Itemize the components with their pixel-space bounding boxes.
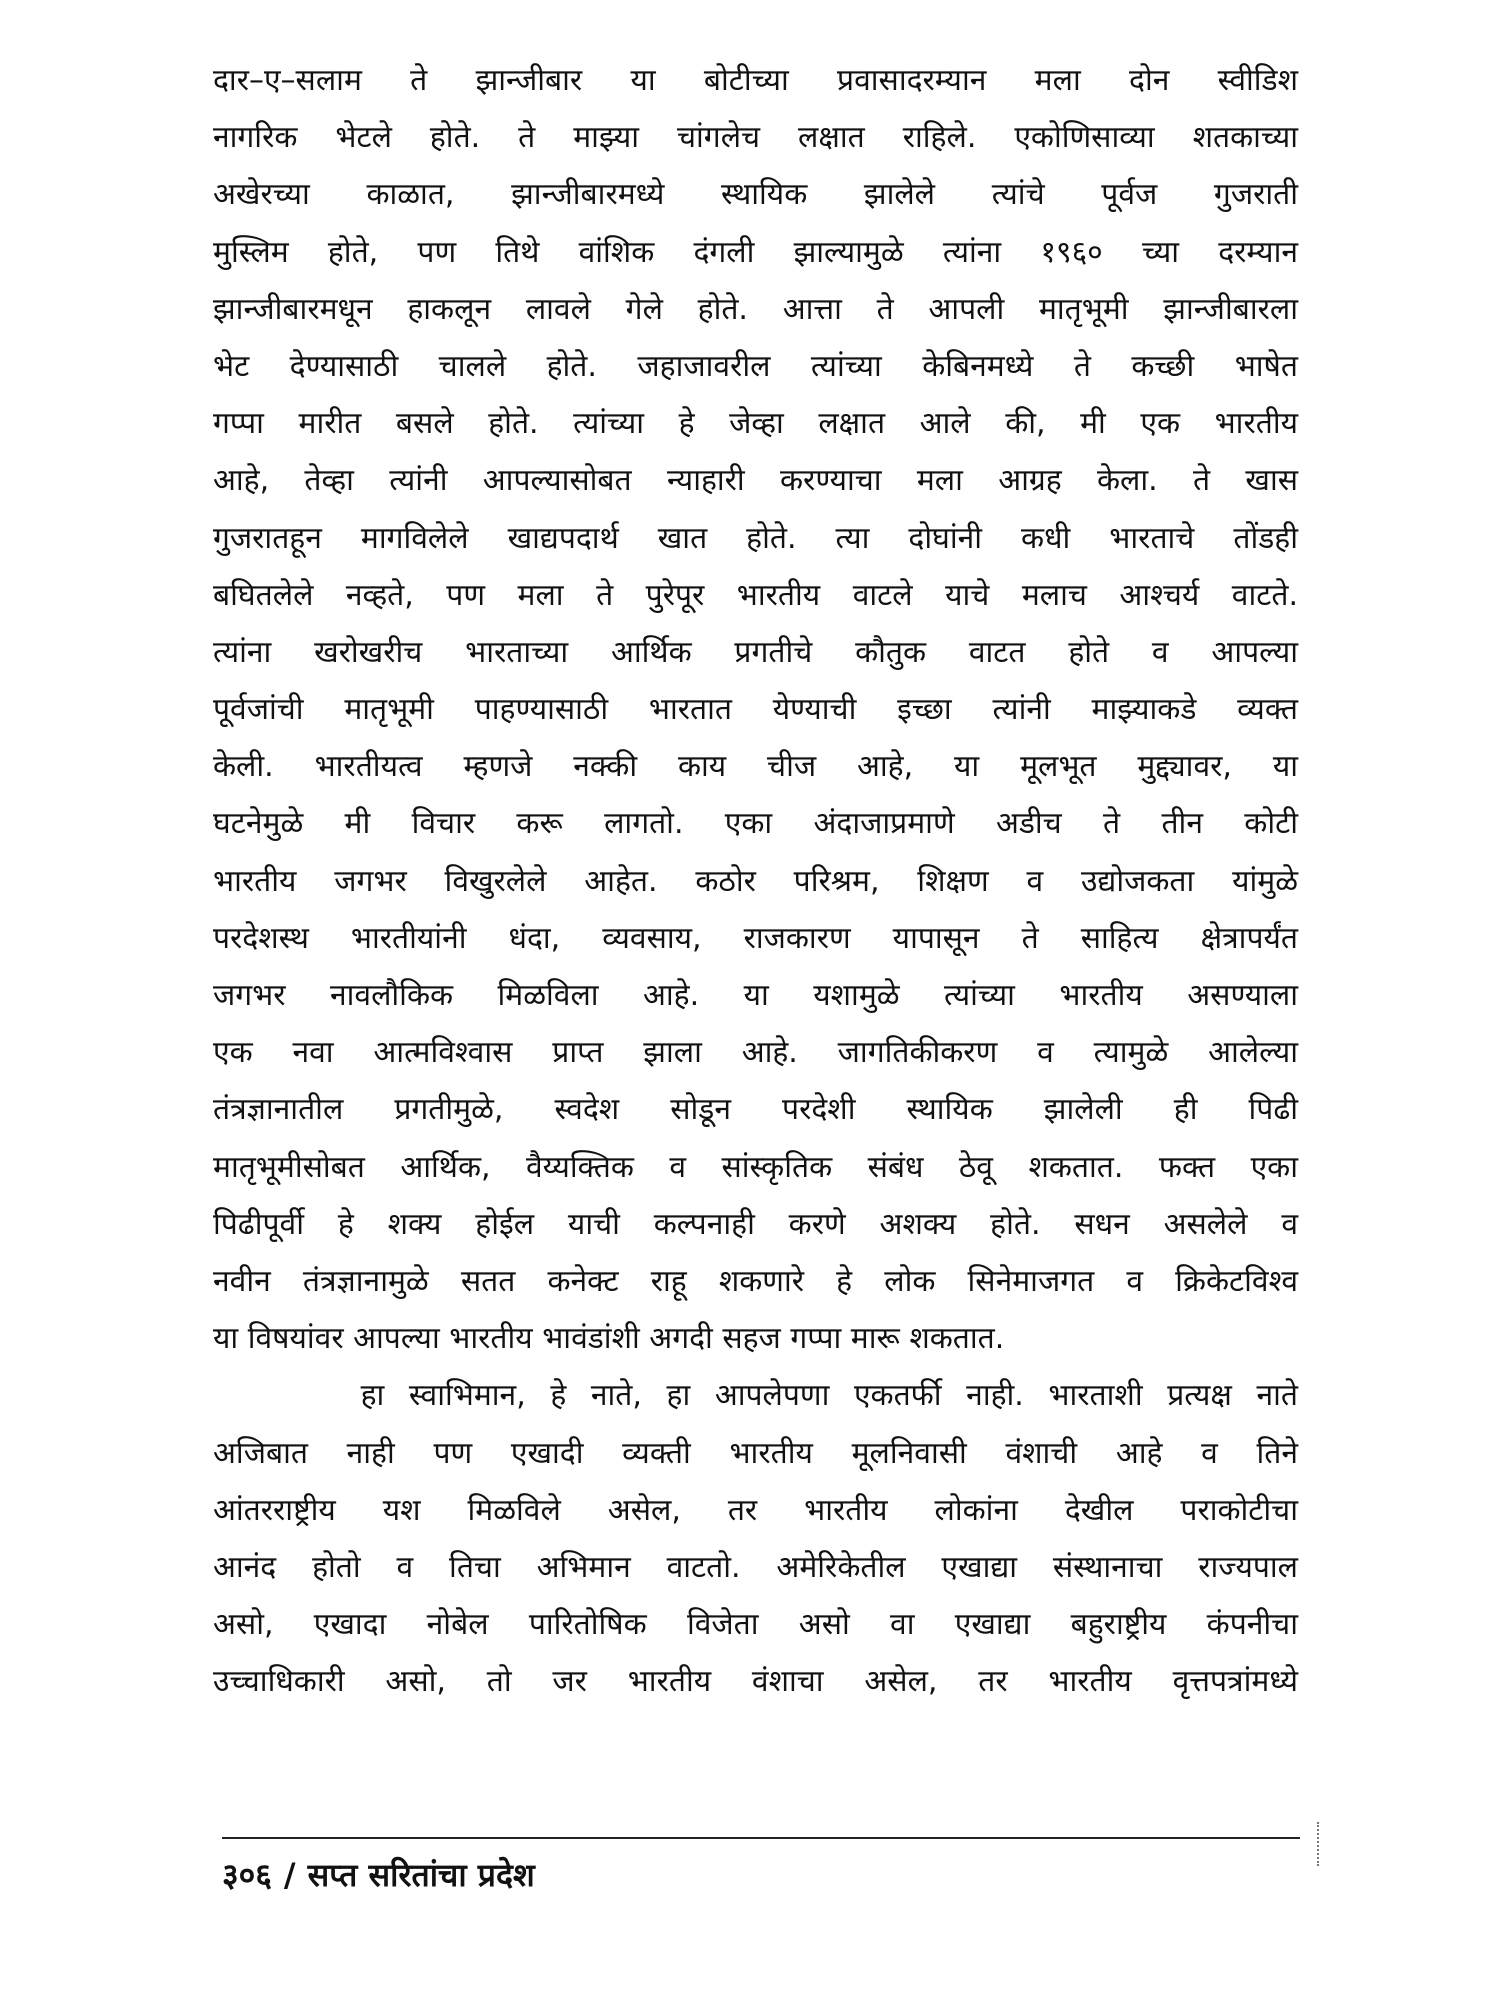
text-line: भेट देण्यासाठी चालले होते. जहाजावरील त्यांच्या केबिनमध्ये ते कच्छी भाषेत bbox=[213, 348, 1298, 384]
text-line: परदेशस्थ भारतीयांनी धंदा, व्यवसाय, राजकारण यापासून ते साहित्य क्षेत्रापर्यंत bbox=[213, 920, 1298, 956]
text-line: उच्चाधिकारी असो, तो जर भारतीय वंशाचा असेल, तर भारतीय वृत्तपत्रांमध्ये bbox=[213, 1664, 1298, 1700]
text-line: नागरिक भेटले होते. ते माझ्या चांगलेच लक्षात राहिले. एकोणिसाव्या शतकाच्या bbox=[213, 120, 1298, 156]
text-line: पिढीपूर्वी हे शक्य होईल याची कल्पनाही करणे अशक्य होते. सधन असलेले व bbox=[213, 1206, 1298, 1242]
text-line: मुस्लिम होते, पण तिथे वांशिक दंगली झाल्यामुळे त्यांना १९६० च्या दरम्यान bbox=[213, 234, 1298, 270]
text-line: एक नवा आत्मविश्वास प्राप्त झाला आहे. जागतिकीकरण व त्यामुळे आलेल्या bbox=[213, 1035, 1298, 1071]
text-line: दार–ए–सलाम ते झान्जीबार या बोटीच्या प्रवासादरम्यान मला दोन स्वीडिश bbox=[213, 63, 1298, 98]
book-title: सप्त सरितांचा प्रदेश bbox=[307, 1856, 535, 1894]
text-line: आंतरराष्ट्रीय यश मिळविले असेल, तर भारतीय लोकांना देखील पराकोटीचा bbox=[213, 1492, 1298, 1528]
footer-divider bbox=[222, 1837, 1300, 1839]
margin-mark bbox=[1317, 1822, 1321, 1866]
text-line: गुजरातहून मागविलेले खाद्यपदार्थ खात होते. त्या दोघांनी कधी भारताचे तोंडही bbox=[213, 520, 1298, 556]
text-line: अखेरच्या काळात, झान्जीबारमध्ये स्थायिक झालेले त्यांचे पूर्वज गुजराती bbox=[213, 177, 1298, 213]
text-line: असो, एखादा नोबेल पारितोषिक विजेता असो वा एखाद्या बहुराष्ट्रीय कंपनीचा bbox=[213, 1607, 1298, 1643]
text-line: अजिबात नाही पण एखादी व्यक्ती भारतीय मूलनिवासी वंशाची आहे व तिने bbox=[213, 1435, 1298, 1471]
text-line: या विषयांवर आपल्या भारतीय भावंडांशी अगदी सहज गप्पा मारू शकतात. bbox=[213, 1321, 1005, 1357]
text-line: तंत्रज्ञानातील प्रगतीमुळे, स्वदेश सोडून परदेशी स्थायिक झालेली ही पिढी bbox=[213, 1092, 1298, 1128]
page-footer bbox=[222, 1850, 535, 1900]
text-line: जगभर नावलौकिक मिळविला आहे. या यशामुळे त्यांच्या भारतीय असण्याला bbox=[213, 978, 1298, 1013]
text-line: भारतीय जगभर विखुरलेले आहेत. कठोर परिश्रम, शिक्षण व उद्योजकता यांमुळे bbox=[213, 863, 1298, 899]
page-number: ३०६ bbox=[222, 1856, 272, 1894]
text-line: मातृभूमीसोबत आर्थिक, वैय्यक्तिक व सांस्कृतिक संबंध ठेवू शकतात. फक्त एका bbox=[213, 1149, 1298, 1185]
text-line: त्यांना खरोखरीच भारताच्या आर्थिक प्रगतीचे कौतुक वाटत होते व आपल्या bbox=[213, 634, 1298, 670]
text-line: पूर्वजांची मातृभूमी पाहण्यासाठी भारतात येण्याची इच्छा त्यांनी माझ्याकडे व्यक्त bbox=[213, 692, 1298, 728]
text-line-paragraph-start: हा स्वाभिमान, हे नाते, हा आपलेपणा एकतर्फी नाही. भारताशी प्रत्यक्ष नाते bbox=[213, 1378, 1298, 1414]
text-line: केली. भारतीयत्व म्हणजे नक्की काय चीज आहे, या मूलभूत मुद्द्यावर, या bbox=[213, 749, 1298, 785]
text-line: नवीन तंत्रज्ञानामुळे सतत कनेक्ट राहू शकणारे हे लोक सिनेमाजगत व क्रिकेटविश्व bbox=[213, 1263, 1298, 1299]
text-line: बघितलेले नव्हते, पण मला ते पुरेपूर भारतीय वाटले याचे मलाच आश्चर्य वाटते. bbox=[213, 577, 1298, 613]
text-line: आनंद होतो व तिचा अभिमान वाटतो. अमेरिकेतील एखाद्या संस्थानाचा राज्यपाल bbox=[213, 1549, 1298, 1585]
footer-separator: / bbox=[283, 1856, 296, 1894]
body-text bbox=[213, 52, 1298, 1710]
text-line: झान्जीबारमधून हाकलून लावले गेले होते. आत्ता ते आपली मातृभूमी झान्जीबारला bbox=[213, 291, 1298, 327]
text-line: गप्पा मारीत बसले होते. त्यांच्या हे जेव्हा लक्षात आले की, मी एक भारतीय bbox=[213, 406, 1298, 442]
text-line: आहे, तेव्हा त्यांनी आपल्यासोबत न्याहारी करण्याचा मला आग्रह केला. ते खास bbox=[213, 463, 1298, 499]
text-line: घटनेमुळे मी विचार करू लागतो. एका अंदाजाप्रमाणे अडीच ते तीन कोटी bbox=[213, 806, 1298, 842]
